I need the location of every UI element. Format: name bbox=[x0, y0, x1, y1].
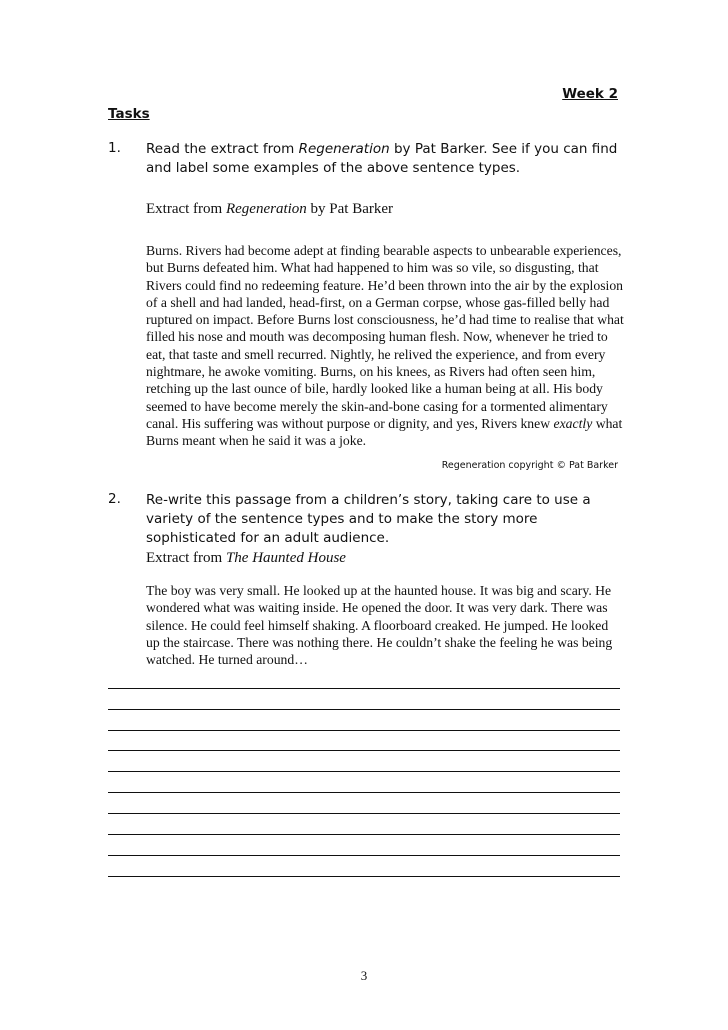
week-label: Week 2 bbox=[562, 86, 618, 102]
task2-passage: The boy was very small. He looked up at the haunted house. It was big and scary. He wondered what was waiting inside. He opened the door. It was very dark. There was silence. He could feel himself shaking. A floorboard creaked. He jumped. He looked up the staircase. There was nothing there. He couldn’t shake the feeling he was being watched. He turned around… bbox=[146, 583, 613, 668]
writing-line bbox=[108, 876, 620, 877]
writing-line bbox=[108, 709, 620, 710]
writing-line bbox=[108, 855, 620, 856]
writing-line bbox=[108, 771, 620, 772]
writing-line bbox=[108, 813, 620, 814]
writing-line bbox=[108, 688, 620, 689]
writing-line bbox=[108, 730, 620, 731]
task2-extract-title: Extract from The Haunted House bbox=[146, 550, 346, 566]
task1-instruction: Read the extract from Regeneration by Pat Barker. See if you can find and label some examples of the above sentence types. bbox=[146, 141, 618, 176]
task2-number: 2. bbox=[108, 491, 121, 507]
task1-passage: Burns. Rivers had become adept at finding bearable aspects to unbearable experiences, but Burns defeated him. What had happened to him was so vile, so disgusting, that Rivers could find no redeeming feature. He’d been thrown into the air by the explosion of a shell and had landed, head-first, on a German corpse, whose gas-filled belly had ruptured on impact. Before Burns lost consciousness, he’d had time to realise that what filled his nose and mouth was decomposing human flesh. Now, whenever he tried to eat, that taste and smell recurred. Nightly, he relived the experience, and from every nightmare, he awoke vomiting. Burns, on his knees, as Rivers had often seen him, retching up the last ounce of bile, hardly looked like a human being at all. His body seemed to have become merely the skin-and-bone casing for a tormented alimentary canal. His suffering was without purpose or dignity, and yes, Rivers knew exactly what Burns meant when he said it was a joke. bbox=[146, 243, 624, 449]
copyright-note: Regeneration copyright © Pat Barker bbox=[441, 460, 618, 471]
task2-instruction: Re-write this passage from a children’s story, taking care to use a variety of the sentence types and to make the story more sophisticated for an adult audience. bbox=[146, 492, 591, 546]
tasks-heading: Tasks bbox=[108, 106, 150, 122]
task1-number: 1. bbox=[108, 140, 121, 156]
writing-line bbox=[108, 792, 620, 793]
task1-extract-title: Extract from Regeneration by Pat Barker bbox=[146, 201, 394, 217]
page-number: 3 bbox=[360, 968, 368, 983]
writing-line bbox=[108, 750, 620, 751]
writing-line bbox=[108, 834, 620, 835]
